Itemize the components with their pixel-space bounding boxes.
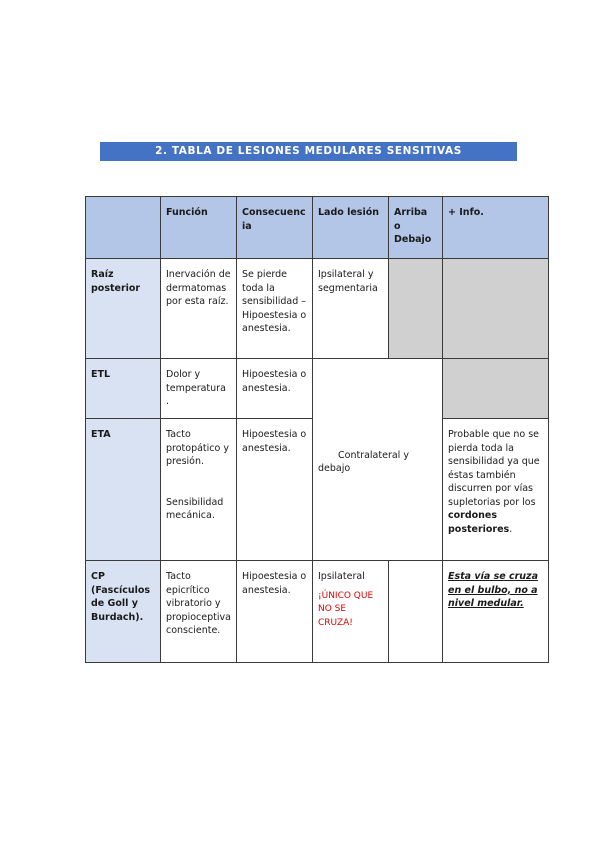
cell-lado: [313, 561, 389, 663]
lado-text: Ipsilateral: [318, 571, 365, 582]
row-header-eta: ETA: [86, 419, 161, 561]
funcion-line-1: Tacto protopático y presión.: [166, 429, 229, 467]
cell-consecuencia: Se pierde toda la sensibilidad – Hipoestesia o anestesia.: [237, 259, 313, 359]
section-title: 2. TABLA DE LESIONES MEDULARES SENSITIVAS: [100, 142, 517, 161]
info-text: Probable que no se pierda toda la sensibilidad ya que éstas también discurren por vías supletorias por los: [448, 429, 540, 508]
spinal-lesions-table: [85, 196, 549, 663]
lado-note: ¡ÚNICO QUE NO SE CRUZA!: [318, 590, 374, 628]
info-note: Esta vía se cruza en el bulbo, no a nivel medular.: [448, 571, 538, 609]
cell-funcion: Dolor y temperatura .: [161, 359, 237, 419]
table-row: [86, 259, 549, 359]
header-lado: Lado lesión: [313, 197, 389, 259]
cell-lado: Ipsilateral y segmentaria: [313, 259, 389, 359]
cell-info: [443, 561, 549, 663]
cell-funcion: Inervación de dermatomas por esta raíz.: [161, 259, 237, 359]
cell-funcion: [161, 419, 237, 561]
header-consecuencia: Consecuencia: [237, 197, 313, 259]
cell-info: [443, 419, 549, 561]
cell-lado-merged: Contralateral y debajo: [313, 359, 443, 561]
row-header-raiz: Raíz posterior: [86, 259, 161, 359]
header-funcion: Función: [161, 197, 237, 259]
table-row: [86, 359, 549, 419]
cell-funcion: Tacto epicrítico vibratorio y propioceptiva consciente.: [161, 561, 237, 663]
funcion-line-2: Sensibilidad mecánica.: [166, 496, 224, 521]
header-info: + Info.: [443, 197, 549, 259]
row-header-etl: ETL: [86, 359, 161, 419]
header-row: [86, 197, 549, 259]
cell-consecuencia: Hipoestesia o anestesia.: [237, 419, 313, 561]
info-end: .: [509, 523, 513, 535]
cell-empty-gray: [443, 359, 549, 419]
row-header-cp: CP (Fascículos de Goll y Burdach).: [86, 561, 161, 663]
table-row: [86, 561, 549, 663]
cell-consecuencia: Hipoestesia o anestesia.: [237, 561, 313, 663]
cell-empty-gray: [389, 259, 443, 359]
info-bold: cordones posteriores: [448, 510, 510, 535]
cell-consecuencia: Hipoestesia o anestesia.: [237, 359, 313, 419]
header-empty: [86, 197, 161, 259]
cell-empty: [389, 561, 443, 663]
cell-empty-gray: [443, 259, 549, 359]
header-arriba-debajo: Arriba o Debajo: [389, 197, 443, 259]
